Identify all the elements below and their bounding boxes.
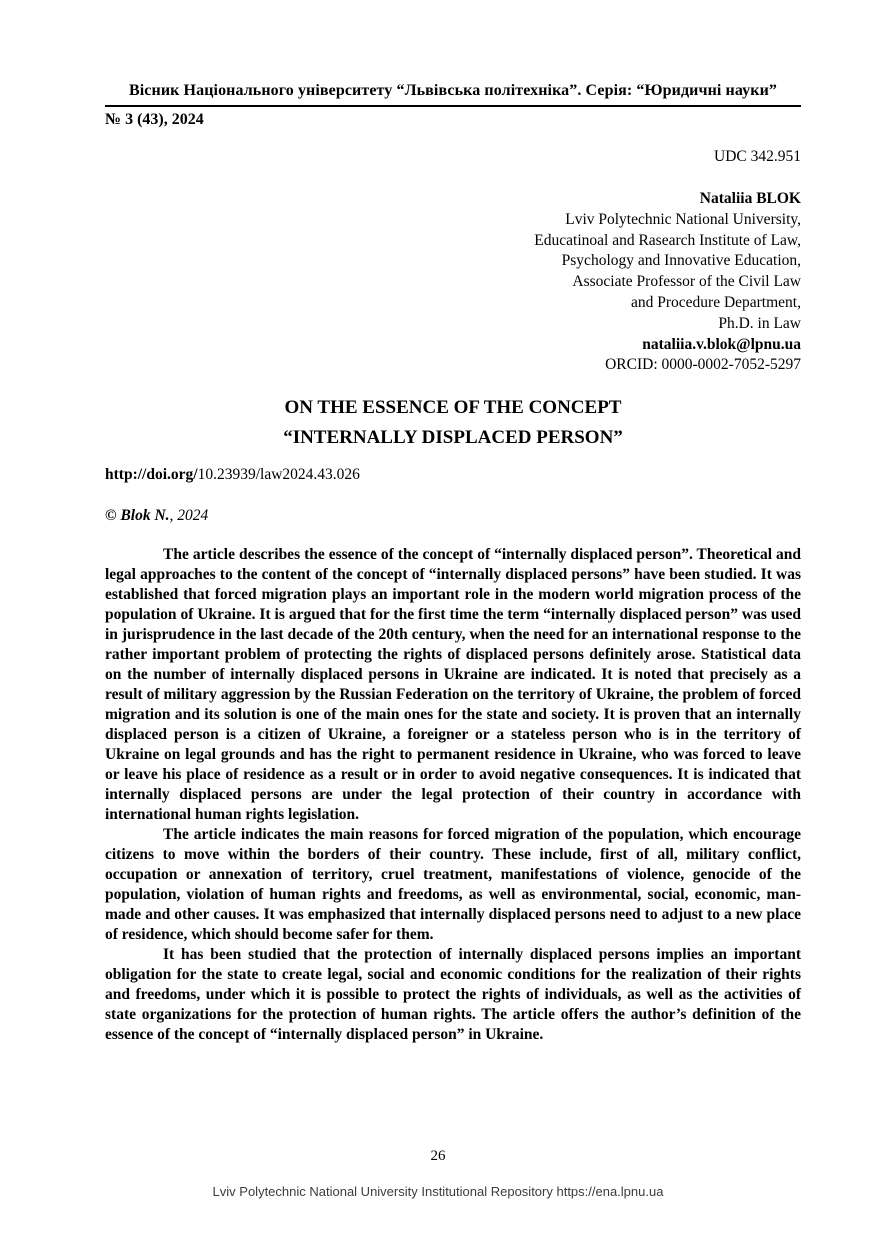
abstract-section — [105, 545, 801, 1045]
article-title — [105, 393, 801, 453]
article-title-line-2: “INTERNALLY DISPLACED PERSON” — [283, 427, 623, 448]
repository-footer: Lviv Polytechnic National University Institutional Repository https://ena.lpnu.ua — [212, 1184, 664, 1199]
author-affiliation-line: Ph.D. in Law — [718, 314, 801, 332]
author-orcid: ORCID: 0000-0002-7052-5297 — [605, 356, 801, 374]
copyright-line — [105, 507, 801, 525]
author-affiliation-line: Lviv Polytechnic National University, — [565, 210, 801, 228]
journal-issue: № 3 (43), 2024 — [105, 111, 204, 128]
abstract-paragraph-2: The article indicates the main reasons for forced migration of the population, which encourage citizens to move within the borders of their country. These include, first of all, military conflict, occupation or annexation of territory, cruel treatment, manifestations of violence, genocide of the population, violation of human rights and freedoms, as well as environmental, social, economic, man-made and other causes. It was emphasized that internally displaced persons need to adjust to a new place of residence, which should become safer for them. — [105, 826, 801, 943]
doi-value: 10.23939/law2024.43.026 — [197, 466, 360, 483]
article-title-line-1: ON THE ESSENCE OF THE CONCEPT — [284, 397, 622, 418]
abstract-paragraph-1: The article describes the essence of the concept of “internally displaced person”. Theoretical and legal approaches to the content of the concept of “internally displaced persons” have been studied. It was established that forced migration plays an important role in the modern world migration process of the population of Ukraine. It is argued that for the first time the term “internally displaced person” was used in jurisprudence in the last decade of the 20th century, when the need for an international response to the rather important problem of protecting the rights of displaced persons definitely arose. Statistical data on the number of internally displaced persons in Ukraine are indicated. It is noted that precisely as a result of military aggression by the Russian Federation on the territory of Ukraine, the problem of forced migration and its solution is one of the main ones for the state and society. It is proven that an internally displaced person is a citizen of Ukraine, a foreigner or a stateless person who is in the territory of Ukraine on legal grounds and has the right to permanent residence in Ukraine, who was forced to leave or leave his place of residence as a result or in order to avoid negative consequences. It is indicated that internally displaced persons are under the legal protection of their country in accordance with international human rights legislation. — [105, 546, 801, 823]
author-email[interactable]: nataliia.v.blok@lpnu.ua — [642, 335, 801, 353]
copyright-year: , 2024 — [169, 507, 209, 524]
author-affiliation-line: Psychology and Innovative Education, — [561, 252, 801, 270]
author-affiliation-line: Associate Professor of the Civil Law — [572, 273, 801, 291]
doi-prefix: http://doi.org/ — [105, 466, 198, 483]
author-name: Nataliia BLOK — [699, 190, 801, 207]
journal-title: Вісник Національного університету “Львівська політехніка”. Серія: “Юридичні науки” — [105, 82, 801, 107]
author-block — [105, 189, 801, 376]
copyright-author: © Blok N. — [105, 507, 170, 524]
page-number: 26 — [430, 1148, 446, 1164]
author-affiliation-line: Educatinoal and Rasearch Institute of Law, — [534, 231, 801, 249]
abstract-paragraph-3: It has been studied that the protection of internally displaced persons implies an important obligation for the state to create legal, social and economic conditions for the realization of their rights and freedoms, under which it is possible to protect the rights of individuals, as well as the activities of state organizations for the protection of human rights. The article offers the author’s definition of the essence of the concept of “internally displaced person” in Ukraine. — [105, 946, 801, 1043]
journal-header — [105, 82, 801, 129]
doi-line[interactable] — [105, 466, 801, 484]
author-affiliation-line: and Procedure Department, — [630, 293, 801, 311]
udc-number: UDC 342.951 — [714, 148, 801, 165]
